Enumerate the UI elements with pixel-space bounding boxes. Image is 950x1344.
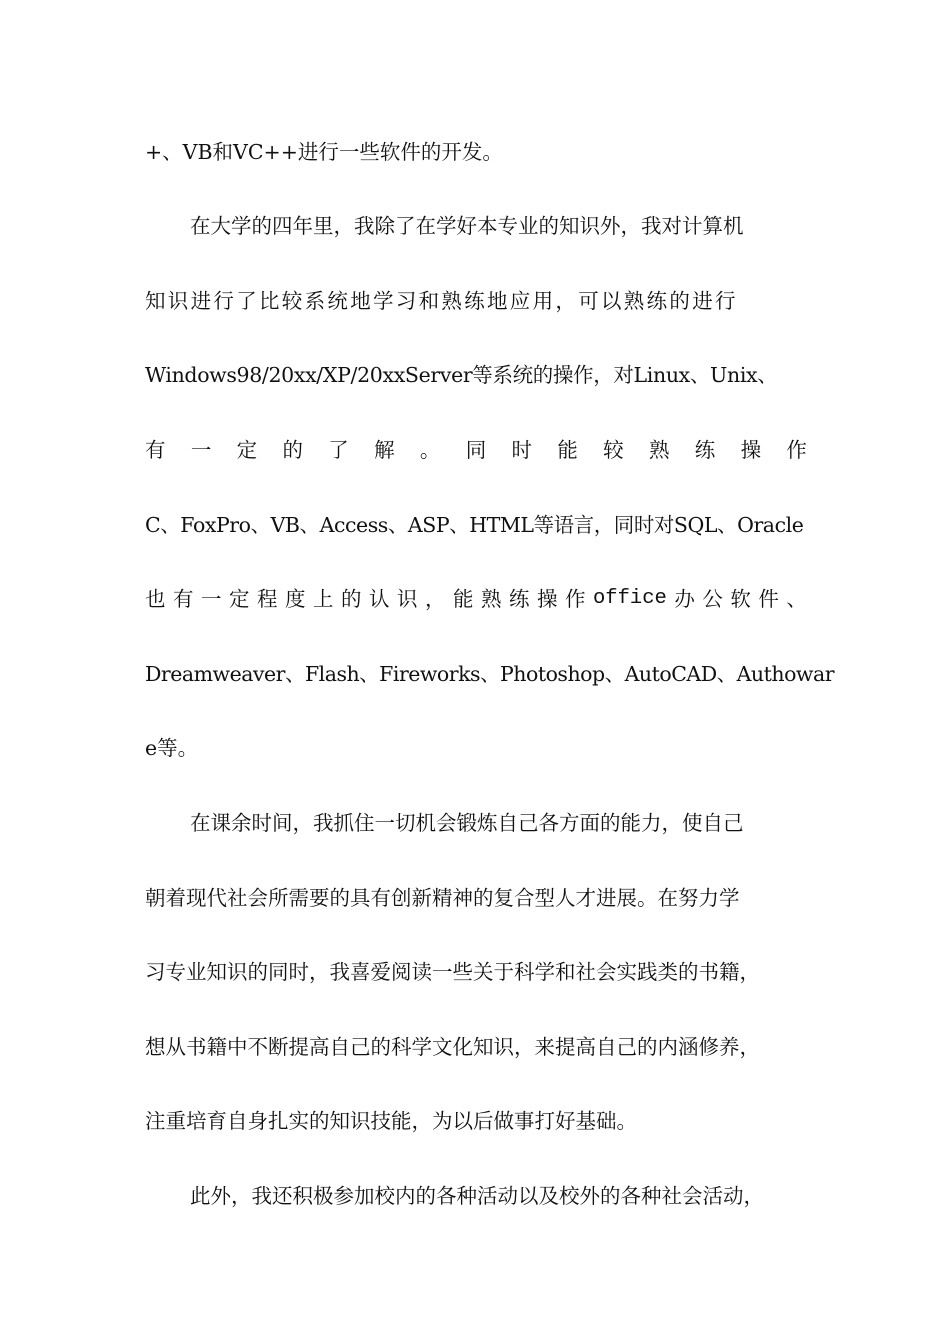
paragraph-1-line-1: 在大学的四年里，我除了在学好本专业的知识外，我对计算机 — [190, 214, 744, 238]
paragraph-1-line-7: Dreamweaver、Flash、Fireworks、Photoshop、AutoCAD、Authowar — [145, 662, 834, 686]
paragraph-3-line-1: 此外，我还积极参加校内的各种活动以及校外的各种社会活动， — [190, 1184, 764, 1208]
text-char: 能 — [557, 438, 578, 462]
text-char: 定 — [229, 587, 250, 611]
text-char: 办 — [674, 587, 695, 611]
text-char: 熟 — [481, 587, 502, 611]
text-char: 。 — [419, 438, 441, 462]
paragraph-1-line-3: Windows98/20xx/XP/20xxServer等系统的操作，对Linux、Unix、 — [145, 363, 778, 387]
text-char: 上 — [313, 587, 334, 611]
text-char: 一 — [190, 438, 212, 462]
text-char: 有 — [145, 438, 166, 462]
text-char: 能 — [453, 587, 474, 611]
text-char: 程 — [257, 587, 278, 611]
text-char: 解 — [374, 438, 395, 462]
text-char: 作 — [786, 438, 807, 462]
text-char: 也 — [145, 587, 166, 611]
paragraph-2-line-4: 想从书籍中不断提高自己的科学文化知识，来提高自己的内涵修养， — [145, 1035, 760, 1059]
text-char: 定 — [236, 438, 258, 462]
text-char: ， — [425, 587, 446, 611]
text-word: office — [593, 587, 667, 610]
paragraph-2-line-1: 在课余时间，我抓住一切机会锻炼自己各方面的能力，使自己 — [190, 811, 744, 835]
text-char: 操 — [537, 587, 558, 611]
text-char: 练 — [694, 438, 716, 462]
paragraph-2-line-5: 注重培育自身扎实的知识技能，为以后做事打好基础。 — [145, 1109, 637, 1133]
text-char: 操 — [740, 438, 762, 462]
text-char: 练 — [509, 587, 530, 611]
paragraph-1-line-5: C、FoxPro、VB、Access、ASP、HTML等语言，同时对SQL、Oracle — [145, 513, 804, 537]
text-char: 作 — [565, 587, 586, 611]
text-char: 有 — [173, 587, 194, 611]
text-char: 的 — [341, 587, 362, 611]
text-char: 较 — [603, 438, 624, 462]
text-char: 度 — [285, 587, 306, 611]
paragraph-2-line-2: 朝着现代社会所需要的具有创新精神的复合型人才进展。在努力学 — [145, 886, 740, 910]
text-char: 公 — [702, 587, 723, 611]
paragraph-1-line-6 — [145, 583, 807, 615]
text-char: 同 — [465, 438, 487, 462]
text-char: 件 — [758, 587, 779, 611]
paragraph-1-line-2: 知识进行了比较系统地学习和熟练地应用，可以熟练的进行 — [145, 289, 738, 313]
text-char: 软 — [730, 587, 751, 611]
paragraph-2-line-3: 习专业知识的同时，我喜爱阅读一些关于科学和社会实践类的书籍， — [145, 960, 760, 984]
text-line-1: +、VB和VC++进行一些软件的开发。 — [145, 140, 503, 164]
paragraph-1-line-8: e等。 — [145, 736, 199, 760]
text-char: 熟 — [648, 438, 670, 462]
text-char: 、 — [786, 587, 807, 611]
text-char: 一 — [201, 587, 222, 611]
text-char: 时 — [511, 438, 532, 462]
text-char: 识 — [397, 587, 418, 611]
text-char: 的 — [282, 438, 303, 462]
text-char: 认 — [369, 587, 390, 611]
paragraph-1-line-4 — [145, 434, 807, 466]
text-char: 了 — [328, 438, 349, 462]
